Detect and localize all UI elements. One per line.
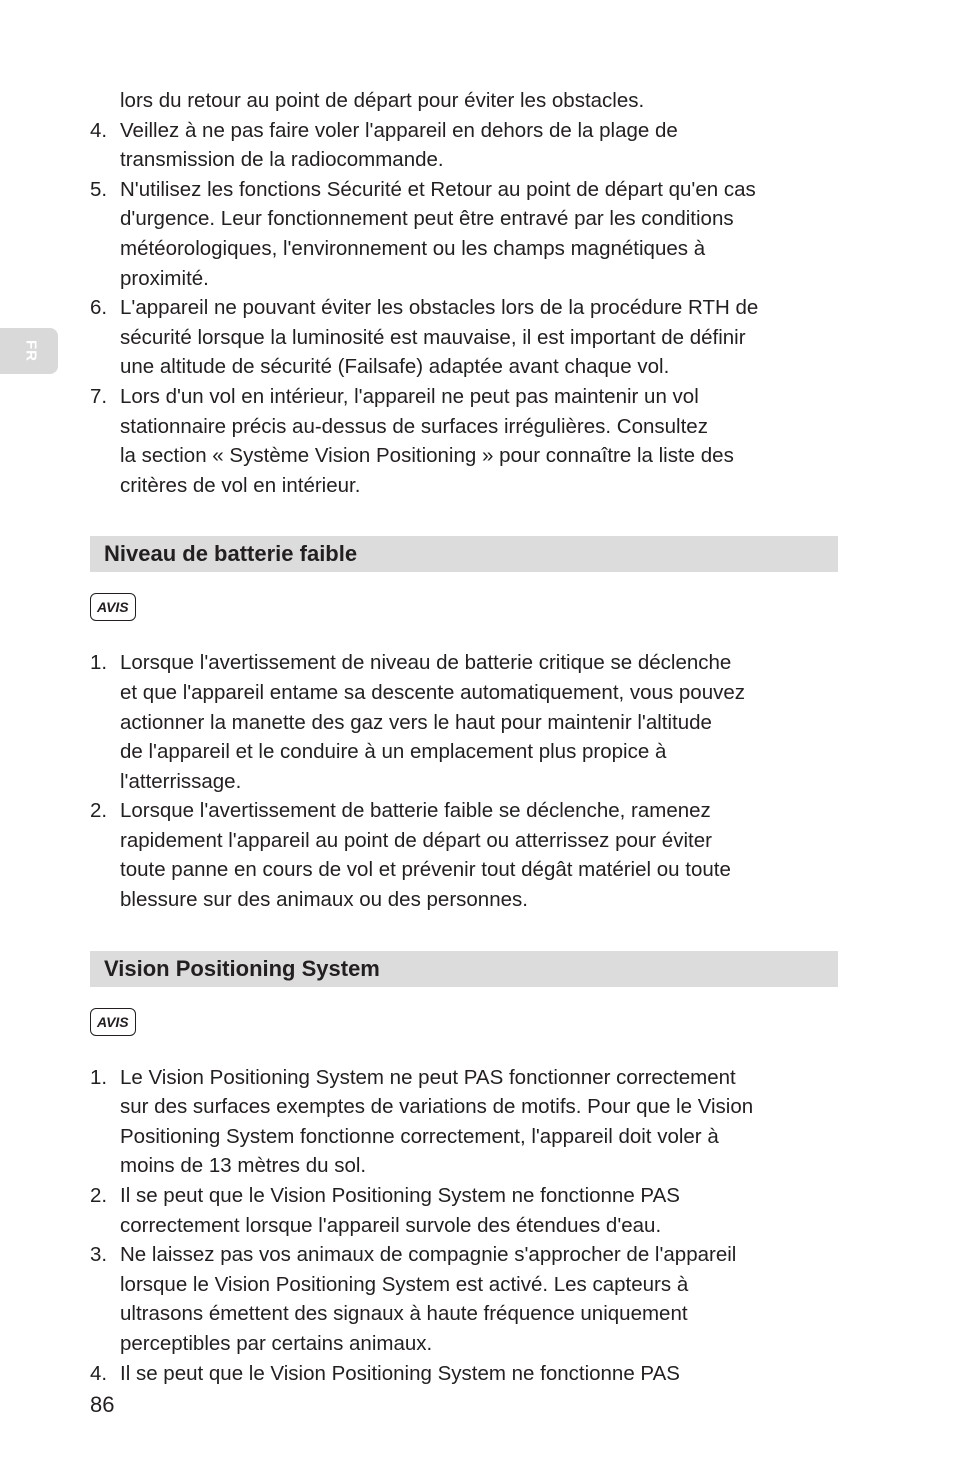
section-heading-vision [90,951,838,987]
battery-list [90,648,850,914]
page-number: 86 [90,1392,115,1417]
item-text: Lors d'un vol en intérieur, l'appareil ne peut pas maintenir un vol stationnaire précis au-dessus de surfaces irrégulières. Consultez la section « Système Vision Positioning » pour connaître la liste des critères de vol en intérieur. [120,384,734,497]
item-text: Lorsque l'avertissement de batterie faible se déclenche, ramenez rapidement l'appareil au point de départ ou atterrissez pour éviter toute panne en cours de vol et prévenir tout dégât matériel ou toute blessure sur des animaux ou des personnes. [120,799,731,912]
list-item [90,1063,850,1181]
item-text: L'appareil ne pouvant éviter les obstacles lors de la procédure RTH de sécurité lorsque la luminosité est mauvaise, il est important de définir une altitude de sécurité (Failsafe) adaptée avant chaque vol. [120,296,759,379]
list-item [90,1181,850,1240]
list-item [90,648,850,796]
list-item [90,1359,850,1389]
item-number: 4. [90,118,108,142]
section-heading-battery [90,536,838,572]
section-title: Niveau de batterie faible [104,541,358,567]
list-item [90,382,850,500]
item-number: 3. [90,1243,108,1267]
list-item [90,116,850,175]
item-text: Lorsque l'avertissement de niveau de batterie critique se déclenche et que l'appareil entame sa descente automatiquement, vous pouvez actionner la manette des gaz vers le haut pour maintenir l'altitude de l'appareil et le conduire à un emplacement plus propice à l'atterrissage. [120,651,746,793]
intro-list [90,116,850,501]
item-text: Le Vision Positioning System ne peut PAS fonctionner correctement sur des surfaces exemptes de variations de motifs. Pour que le Vision Positioning System fonctionne correctement, l'appareil doit voler à moins de 13 mètres du sol. [120,1065,754,1178]
list-item [90,175,850,293]
list-item [90,796,850,914]
item-number: 7. [90,384,108,408]
notice-badge: AVIS [90,1008,136,1036]
item-number: 1. [90,651,108,675]
item-number: 4. [90,1361,108,1385]
item-number: 2. [90,1184,108,1208]
item-text: Il se peut que le Vision Positioning System ne fonctionne PAS correctement lorsque l'appareil survole des étendues d'eau. [120,1184,680,1237]
language-tab-label: FR [22,340,40,362]
list-item [90,1240,850,1358]
item-text: Veillez à ne pas faire voler l'appareil en dehors de la plage de transmission de la radiocommande. [120,118,678,172]
vision-list [90,1063,850,1389]
continued-text: lors du retour au point de départ pour éviter les obstacles. [120,89,645,112]
item-text: Il se peut que le Vision Positioning System ne fonctionne PAS [120,1361,680,1385]
item-text: Ne laissez pas vos animaux de compagnie s'approcher de l'appareil lorsque le Vision Positioning System est activé. Les capteurs à ultrasons émettent des signaux à haute fréquence uniquement perceptibles par certains animaux. [120,1243,737,1355]
item-number: 1. [90,1065,108,1089]
item-number: 6. [90,296,108,320]
page-content [90,86,850,1388]
item-number: 2. [90,799,108,823]
notice-badge: AVIS [90,593,136,621]
section-title: Vision Positioning System [104,955,380,981]
language-tab [0,328,58,374]
list-item [90,293,850,382]
item-number: 5. [90,177,108,201]
item-text: N'utilisez les fonctions Sécurité et Retour au point de départ qu'en cas d'urgence. Leur fonctionnement peut être entravé par les conditions météorologiques, l'environnement ou les champs magnétiques à proximité. [120,177,756,290]
